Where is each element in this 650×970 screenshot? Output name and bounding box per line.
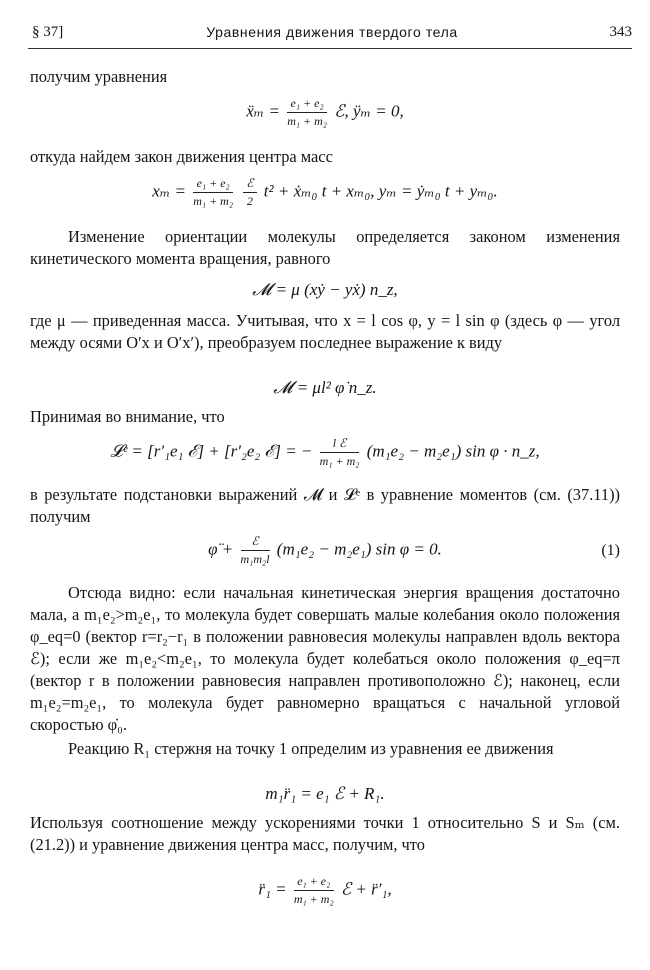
eq6-rhs: (m₁e₂ − m₂e₁) sin φ = 0. xyxy=(276,539,442,559)
paragraph-accelerations: Используя соотношение между ускорениями точки 1 относительно S и Sₘ (см. (21.2)) и уравнение движения центра масс, получим, что xyxy=(30,813,620,854)
eq2-rhs: t² + ẋₘ₀ t + xₘ₀, yₘ = ẏₘ₀ t + yₘ₀. xyxy=(263,181,498,201)
eq5-fraction xyxy=(320,436,360,469)
eq2-lhs: xₘ = xyxy=(152,181,186,201)
eq5-frac-num: l ℰ xyxy=(320,436,360,453)
eq2-fraction-1 xyxy=(193,176,233,209)
paragraph-substitution: в результате подстановки выражений 𝓜 и 𝓛ᵉ в уравнение моментов (см. (37.11)) получим xyxy=(30,485,620,526)
paragraph-conclusion: Отсюда видно: если начальная кинетическая энергия вращения достаточно мала, а m₁e₂>m₂e₁, то молекула будет совершать малые колебания около положения φ_eq=0 (вектор r=r₂−r₁ в положении равновесия молекулы направлен вдоль вектора ℰ); если же m₁e₂<m₂e₁, то молекула будет колебаться около положения φ_eq=π (вектор r в положении равновесия направлен противоположно ℰ); наконец, если m₁e₂=m₂e₁, то молекула будет равномерно вращаться с начальной угловой скоростью φ̇₀. xyxy=(30,583,620,734)
header-rule xyxy=(28,48,632,49)
equation-angular-momentum-phi: 𝓜 = μl² φ̇ n_z. xyxy=(273,378,377,397)
eq1-lhs: ẍₘ = xyxy=(246,101,280,121)
equation-acceleration-r1 xyxy=(0,874,650,907)
eq2-frac1-den: m₁ + m₂ xyxy=(193,194,234,208)
eq1-fraction xyxy=(287,96,327,129)
paragraph-reduced-mass: где μ — приведенная масса. Учитывая, что x = l cos φ, y = l sin φ (здесь φ — угол между осями O′x и O′x′), преобразуем последнее выражение к виду xyxy=(30,311,620,352)
paragraph-taking-into-account: Принимая во внимание, что xyxy=(30,407,225,426)
eq8-lhs: r̈₁ = xyxy=(258,879,287,899)
equation-center-mass-law xyxy=(0,176,650,209)
running-title: Уравнения движения твердого тела xyxy=(206,24,458,40)
eq6-lhs: φ̈ + xyxy=(208,539,234,559)
page-number: 343 xyxy=(609,24,632,40)
eq2-frac1-num: e₁ + e₂ xyxy=(193,176,233,193)
eq6-frac-num: ℰ xyxy=(241,534,270,551)
equation-motion-point-1: m₁r̈₁ = e₁ ℰ + R₁. xyxy=(265,784,385,803)
equation-pendulum xyxy=(0,534,650,567)
eq2-fraction-2 xyxy=(243,176,256,209)
equation-center-mass-accel xyxy=(0,96,650,129)
eq2-frac2-den: 2 xyxy=(246,194,253,208)
paragraph-intro: получим уравнения xyxy=(30,67,168,86)
equation-number: (1) xyxy=(601,542,620,559)
eq2-frac2-num: ℰ xyxy=(243,176,256,193)
eq6-frac-den: m₁m₂l xyxy=(240,552,270,566)
section-marker: § 37] xyxy=(32,24,64,40)
eq5-frac-den: m₁ + m₂ xyxy=(319,454,360,468)
eq1-rhs: ℰ, ÿₘ = 0, xyxy=(334,101,404,121)
equation-torque xyxy=(0,436,650,469)
eq8-fraction xyxy=(294,874,334,907)
eq6-fraction xyxy=(241,534,270,567)
paragraph-reaction: Реакцию R₁ стержня на точку 1 определим из уравнения ее движения xyxy=(68,739,554,758)
eq8-rhs: ℰ + r̈′₁, xyxy=(340,879,392,899)
eq1-frac-den: m₁ + m₂ xyxy=(287,114,327,128)
eq5-lhs: 𝓛ᵉ = [r′₁e₁ ℰ] + [r′₂e₂ ℰ] = − xyxy=(110,441,313,461)
running-header xyxy=(32,22,632,48)
paragraph-orientation: Изменение ориентации молекулы определяется законом изменения кинетического момента вращения, равного xyxy=(30,227,620,268)
paragraph-law: откуда найдем закон движения центра масс xyxy=(30,147,333,166)
eq1-frac-num: e₁ + e₂ xyxy=(287,96,327,113)
eq8-frac-num: e₁ + e₂ xyxy=(294,874,334,891)
eq5-rhs: (m₁e₂ − m₂e₁) sin φ · n_z, xyxy=(366,441,540,461)
equation-angular-momentum: 𝓜 = μ (xẏ − yẋ) n_z, xyxy=(252,280,398,299)
eq8-frac-den: m₁ + m₂ xyxy=(293,892,334,906)
